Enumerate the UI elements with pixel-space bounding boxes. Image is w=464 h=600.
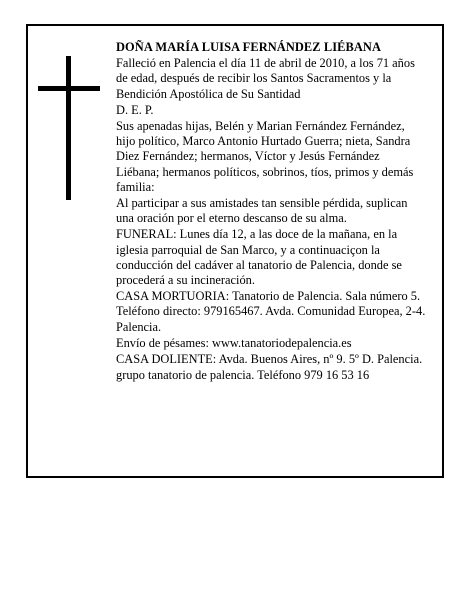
death-announcement: Falleció en Palencia el día 11 de abril de 2010, a los 71 años de edad, después de recibir los Santos Sacramentos y la Bendición Apostólica de Su Santidad	[116, 56, 415, 101]
family-home-address: CASA DOLIENTE: Avda. Buenos Aires, nº 9. 5º D. Palencia.	[116, 352, 423, 367]
prayer-request: Al participar a sus amistades tan sensible pérdida, suplican una oración por el eterno descanso de su alma.	[116, 196, 408, 226]
condolences-website: Envío de pésames: www.tanatoriodepalencia.es	[116, 335, 352, 350]
funeral-details: FUNERAL: Lunes día 12, a las doce de la mañana, en la iglesia parroquial de San Marco, y a continuaciçon la conducción del cadáver al tanatorio de Palencia, donde se procederá a su incineración.	[116, 227, 402, 288]
funeral-home-contact: grupo tanatorio de palencia. Teléfono 979 16 53 16	[116, 368, 370, 383]
obituary-text	[116, 40, 426, 384]
dep-line: D. E. P.	[116, 102, 154, 117]
deceased-name: DOÑA MARÍA LUISA FERNÁNDEZ LIÉBANA	[116, 40, 382, 54]
family-mourners: Sus apenadas hijas, Belén y Marian Fernández Fernández, hijo político, Marco Antonio Hurtado Guerra; nieta, Sandra Diez Fernández; hermanos, Víctor y Jesús Fernández Liébana; hermanos políticos, sobrinos, tíos, primos y demás familia:	[116, 119, 414, 194]
cross-icon	[38, 56, 100, 200]
cross-horizontal-bar	[38, 86, 100, 91]
cross-vertical-bar	[66, 56, 71, 200]
obituary-notice	[26, 24, 444, 478]
mortuary-details: CASA MORTUORIA: Tanatorio de Palencia. Sala número 5. Teléfono directo: 979165467. Avda. Comunidad Europea, 2-4. Palencia.	[116, 289, 426, 334]
